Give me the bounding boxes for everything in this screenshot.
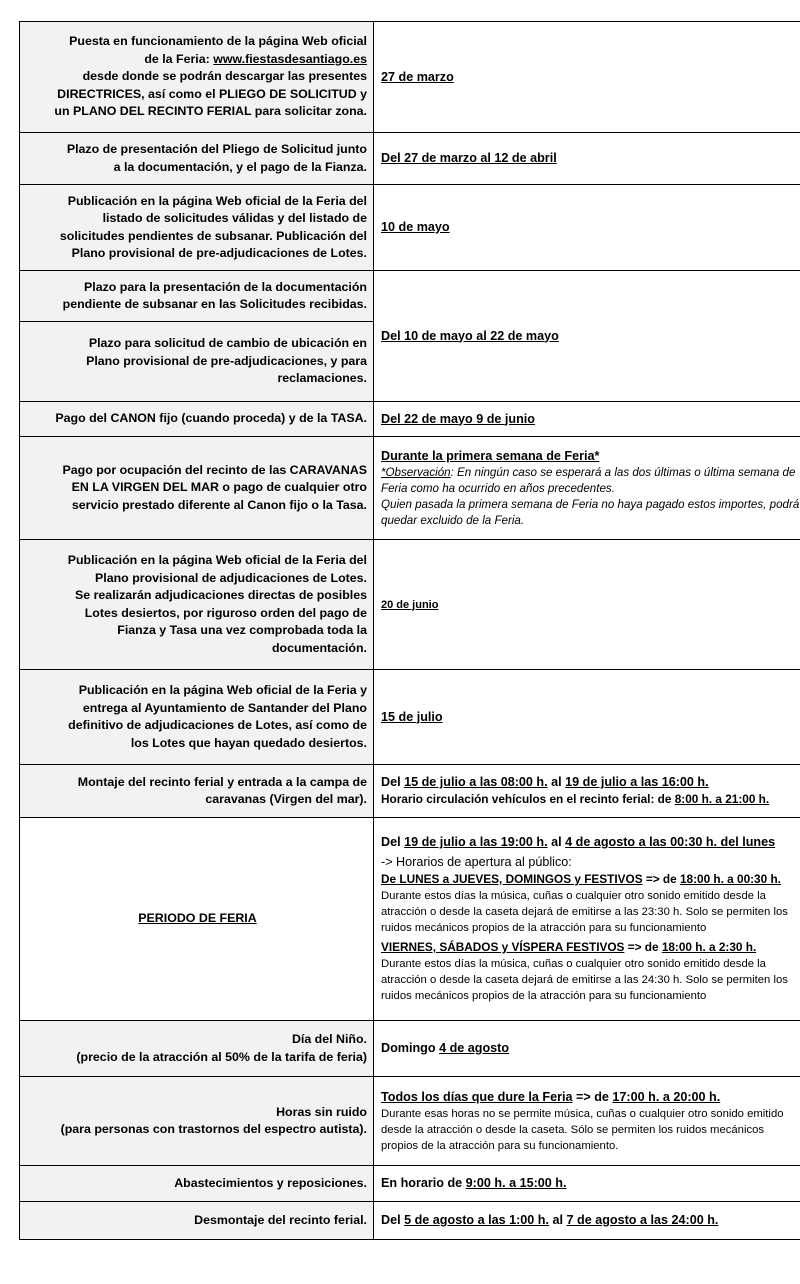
text-line: Se realizarán adjudicaciones directas de posibles bbox=[75, 588, 367, 602]
text-line: de la Feria: bbox=[144, 51, 210, 66]
text-line: Publicación en la página Web oficial de la Feria del bbox=[67, 553, 367, 567]
table-row bbox=[20, 271, 800, 322]
text-line: -> Horarios de apertura al público: bbox=[381, 855, 572, 869]
row-date bbox=[374, 402, 800, 437]
row-date bbox=[374, 22, 800, 133]
hours-value: 17:00 h. a 20:00 h. bbox=[612, 1089, 721, 1104]
row-description bbox=[20, 322, 374, 402]
text-line: los Lotes que hayan quedado desiertos. bbox=[130, 735, 367, 750]
row-date bbox=[374, 670, 800, 765]
text-line: Del bbox=[381, 835, 401, 849]
row-date bbox=[374, 1077, 800, 1166]
hours-value: 9:00 h. a 15:00 h. bbox=[465, 1176, 567, 1190]
text-line: un PLANO DEL RECINTO FERIAL para solicitar zona. bbox=[54, 104, 367, 119]
text-line: Horas sin ruido bbox=[276, 1104, 367, 1119]
row-date bbox=[374, 1166, 800, 1202]
table-row bbox=[20, 670, 800, 765]
text-line: => de bbox=[645, 872, 677, 886]
row-description bbox=[20, 1202, 374, 1240]
text-line: Pago del CANON fijo (cuando proceda) y de la TASA. bbox=[55, 411, 367, 426]
date-value: 10 de mayo bbox=[381, 220, 450, 234]
date-value: 19 de julio a las 19:00 h. bbox=[404, 835, 548, 849]
text-line: reclamaciones. bbox=[277, 371, 367, 386]
hours-value: 18:00 h. a 00:30 h. bbox=[679, 872, 781, 886]
text-line: Desmontaje del recinto ferial. bbox=[194, 1212, 367, 1227]
row-description bbox=[20, 765, 374, 818]
paragraph-text: Durante estos días la música, cuñas o cualquier otro sonido emitido desde la atracción o desde la caseta dejará de emitirse a las 23:30 h. Solo se permiten los ruidos mecánicos propios de la atracción para su funcionamiento bbox=[381, 890, 788, 934]
text-line: a la documentación, y el pago de la Fianza. bbox=[113, 159, 367, 174]
row-date bbox=[374, 1202, 800, 1240]
table-row bbox=[20, 402, 800, 437]
text-line: al bbox=[552, 1213, 564, 1227]
table-row bbox=[20, 1021, 800, 1077]
text-line: al bbox=[551, 835, 562, 849]
text-line: Puesta en funcionamiento de la página Web oficial bbox=[69, 34, 367, 49]
text-line: Abastecimientos y reposiciones. bbox=[174, 1175, 367, 1190]
row-date bbox=[374, 818, 800, 1021]
observation-label: *Observación bbox=[381, 465, 451, 479]
date-value: 19 de julio a las 16:00 h. bbox=[565, 775, 709, 789]
date-value: Del 10 de mayo al 22 de mayo bbox=[381, 328, 559, 343]
text-line: Del bbox=[381, 775, 401, 789]
text-line: documentación. bbox=[271, 640, 367, 655]
table-row bbox=[20, 22, 800, 133]
observation-text: : En ningún caso se esperará a las dos últimas o última semana de Feria como ha ocurrido en años precedentes. bbox=[381, 465, 796, 495]
row-date bbox=[374, 185, 800, 271]
text-line: listado de solicitudes válidas y del listado de bbox=[102, 211, 367, 225]
row-description bbox=[20, 670, 374, 765]
row-date bbox=[374, 1021, 800, 1077]
text-line: => de bbox=[576, 1089, 609, 1104]
text-line: Horario circulación vehículos en el recinto ferial: de bbox=[381, 792, 672, 806]
text-line: definitivo de adjudicaciones de Lotes, así como de bbox=[68, 718, 367, 732]
date-value: 4 de agosto a las 00:30 h. del lunes bbox=[565, 835, 776, 849]
days-label: De LUNES a JUEVES, DOMINGOS y FESTIVOS bbox=[381, 872, 643, 886]
schedule-table bbox=[19, 21, 800, 1240]
feria-period-title bbox=[20, 818, 374, 1021]
row-description bbox=[20, 1166, 374, 1202]
table-row bbox=[20, 133, 800, 185]
text-line: entrega al Ayuntamiento de Santander del Plano bbox=[82, 700, 367, 715]
table-row bbox=[20, 437, 800, 540]
hours-value: 18:00 h. a 2:30 h. bbox=[661, 940, 757, 954]
text-line: EN LA VIRGEN DEL MAR o pago de cualquier otro bbox=[71, 480, 367, 495]
row-description bbox=[20, 540, 374, 670]
row-description bbox=[20, 185, 374, 271]
date-value: Del 22 de mayo 9 de junio bbox=[381, 411, 535, 426]
text-line: Fianza y Tasa una vez comprobada toda la bbox=[117, 623, 367, 637]
text-line: servicio prestado diferente al Canon fijo o la Tasa. bbox=[71, 497, 367, 512]
date-value: 20 de junio bbox=[381, 598, 439, 611]
row-date bbox=[374, 765, 800, 818]
table-row bbox=[20, 1166, 800, 1202]
table-row bbox=[20, 818, 800, 1021]
text-line: solicitudes pendientes de subsanar. Publicación del bbox=[59, 228, 367, 243]
text-line: Plano provisional de pre-adjudicaciones, y para bbox=[86, 353, 367, 368]
text-line: Domingo bbox=[381, 1041, 436, 1055]
row-description bbox=[20, 1077, 374, 1166]
row-description bbox=[20, 271, 374, 322]
date-value: 5 de agosto a las 1:00 h. bbox=[404, 1213, 549, 1227]
text-line: => de bbox=[627, 940, 659, 954]
row-description bbox=[20, 133, 374, 185]
section-heading: PERIODO DE FERIA bbox=[138, 911, 257, 926]
website-link[interactable]: www.fiestasdesantiago.es bbox=[213, 51, 367, 66]
table-row bbox=[20, 1077, 800, 1166]
text-line: al bbox=[551, 775, 562, 789]
row-description bbox=[20, 1021, 374, 1077]
table-row bbox=[20, 765, 800, 818]
text-line: desde donde se podrán descargar las presentes bbox=[82, 69, 367, 84]
note-text: Quien pasada la primera semana de Feria no haya pagado estos importes, podrá quedar excluido de la Feria. bbox=[381, 497, 800, 527]
row-date bbox=[374, 271, 800, 402]
text-line: (precio de la atracción al 50% de la tarifa de feria) bbox=[76, 1049, 367, 1064]
text-line: Montaje del recinto ferial y entrada a la campa de bbox=[77, 774, 367, 789]
date-value: Durante la primera semana de Feria* bbox=[381, 448, 600, 463]
text-line: Día del Niño. bbox=[291, 1032, 367, 1046]
row-date bbox=[374, 540, 800, 670]
row-description bbox=[20, 402, 374, 437]
text-line: Plano provisional de pre-adjudicaciones de Lotes. bbox=[71, 246, 367, 260]
text-line: caravanas (Virgen del mar). bbox=[205, 792, 367, 806]
table-row bbox=[20, 1202, 800, 1240]
date-value: 4 de agosto bbox=[439, 1041, 510, 1055]
text-line: Publicación en la página Web oficial de la Feria del bbox=[67, 193, 367, 208]
text-line: Plazo para solicitud de cambio de ubicación en bbox=[88, 336, 367, 351]
text-line: Publicación en la página Web oficial de la Feria y bbox=[78, 683, 367, 697]
date-value: 15 de julio a las 08:00 h. bbox=[404, 775, 548, 789]
text-line: Pago por ocupación del recinto de las CARAVANAS bbox=[62, 462, 367, 477]
text-line: En horario de bbox=[381, 1176, 463, 1190]
date-value: 7 de agosto a las 24:00 h. bbox=[566, 1213, 719, 1227]
table-row bbox=[20, 540, 800, 670]
text-line: Plazo para la presentación de la documentación bbox=[83, 279, 367, 294]
text-line: Lotes desiertos, por riguroso orden del pago de bbox=[84, 605, 367, 620]
text-line: Plazo de presentación del Pliego de Solicitud junto bbox=[66, 142, 367, 156]
row-date bbox=[374, 133, 800, 185]
text-line: Plano provisional de adjudicaciones de Lotes. bbox=[95, 570, 367, 585]
date-value: 27 de marzo bbox=[381, 69, 454, 84]
days-label: Todos los días que dure la Feria bbox=[381, 1089, 573, 1104]
text-line: Del bbox=[381, 1213, 401, 1227]
text-line: pendiente de subsanar en las Solicitudes recibidas. bbox=[62, 297, 367, 311]
text-line: DIRECTRICES, así como el PLIEGO DE SOLICITUD y bbox=[57, 86, 367, 101]
text-line: (para personas con trastornos del espectro autista). bbox=[60, 1122, 367, 1136]
row-description bbox=[20, 437, 374, 540]
hours-value: 8:00 h. a 21:00 h. bbox=[674, 792, 770, 806]
paragraph-text: Durante estos días la música, cuñas o cualquier otro sonido emitido desde la atracción o desde la caseta dejará de emitirse a las 24:30 h. Solo se permiten los ruidos mecánicos propios de la atracción para su funcionamiento bbox=[381, 958, 788, 1002]
days-label: VIERNES, SÁBADOS y VÍSPERA FESTIVOS bbox=[381, 940, 625, 954]
date-value: Del 27 de marzo al 12 de abril bbox=[381, 151, 557, 165]
row-date bbox=[374, 437, 800, 540]
paragraph-text: Durante esas horas no se permite música, cuñas o cualquier otro sonido emitido desde la atracción o desde la caseta. Sólo se permiten los ruidos mecánicos propios de la atracción para su funcionamiento. bbox=[381, 1107, 784, 1152]
date-value: 15 de julio bbox=[381, 709, 443, 724]
row-description bbox=[20, 22, 374, 133]
table-row bbox=[20, 185, 800, 271]
